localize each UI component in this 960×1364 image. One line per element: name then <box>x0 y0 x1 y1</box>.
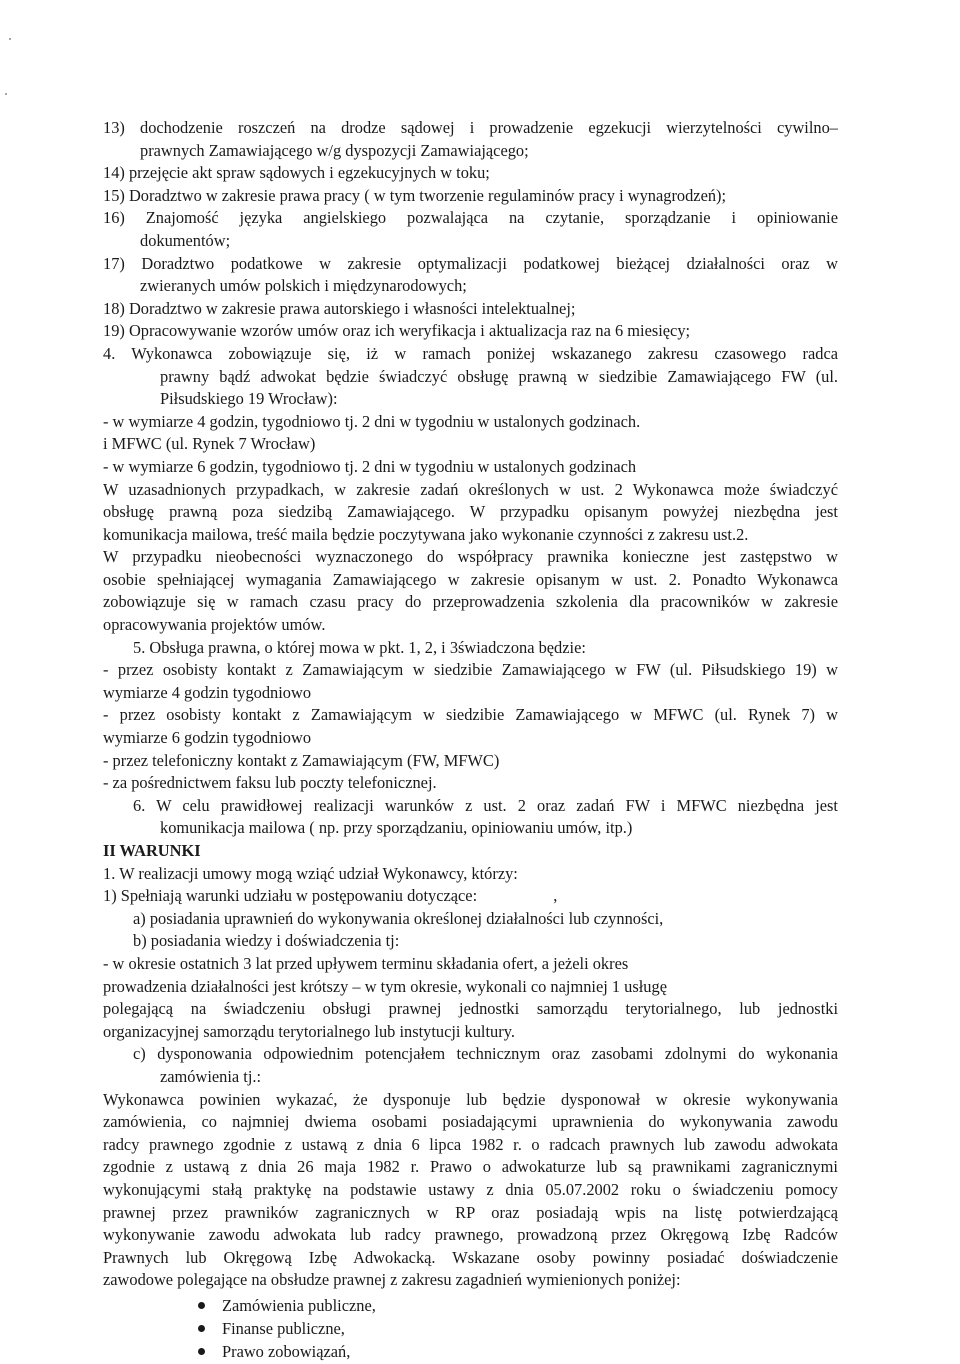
text-line: organizacyjnej samorządu terytorialnego lub instytucji kultury. <box>103 1021 515 1041</box>
text-line: opracowywania projektów umów. <box>103 615 326 635</box>
bullet-item <box>103 1318 838 1341</box>
text-line: komunikacja mailowa, treść maila będzie poczytywana jako wykonanie czynności z zakresu ust.2. <box>103 524 749 544</box>
text-line: - za pośrednictwem faksu lub poczty telefonicznej. <box>103 773 437 793</box>
text-line: zgodnie z ustawą z dnia 26 maja 1982 r. Prawo o adwokaturze lub są prawnikami zagranicznymi <box>103 1157 838 1177</box>
text-line: zobowiązuje się w ramach czasu pracy do przeprowadzenia szkolenia dla pracowników w zakresie <box>103 592 838 612</box>
text-line: zawodowe polegające na obsłudze prawnej z zakresu zagadnień wymienionych poniżej: <box>103 1270 681 1290</box>
bullet-item <box>103 1295 838 1318</box>
text-segment: 1) Spełniają warunki udziału w postępowaniu dotyczące: <box>103 886 478 906</box>
text-line: prawny bądź adwokat będzie świadczyć obsługę prawną w siedzibie Zamawiającego FW (ul. <box>160 366 838 386</box>
text-line: 17) Doradztwo podatkowe w zakresie optymalizacji podatkowej bieżącej działalności oraz w <box>103 253 838 273</box>
text-line: polegającą na świadczeniu obsługi prawnej jednostki samorządu terytorialnego, lub jednostki <box>103 999 838 1019</box>
text-line: - przez osobisty kontakt z Zamawiającym w siedzibie Zamawiającego w MFWC (ul. Rynek 7) w <box>103 705 838 725</box>
bullet-icon <box>198 1348 205 1355</box>
text-line <box>103 885 838 908</box>
text-line: - przez telefoniczny kontakt z Zamawiającym (FW, MFWC) <box>103 750 500 770</box>
text-line: c) dysponowania odpowiednim potencjałem technicznym oraz zasobami zdolnymi do wykonania <box>133 1044 838 1064</box>
section-heading: II WARUNKI <box>103 841 201 860</box>
text-line: - w wymiarze 4 godzin, tygodniowo tj. 2 dni w tygodniu w ustalonych godzinach. <box>103 411 641 431</box>
text-line: 1. W realizacji umowy mogą wziąć udział Wykonawcy, którzy: <box>103 863 518 883</box>
text-line: 18) Doradztwo w zakresie prawa autorskiego i własności intelektualnej; <box>103 298 576 318</box>
text-line: wymiarze 6 godzin tygodniowo <box>103 728 312 748</box>
text-line: zamówienia tj.: <box>160 1066 262 1086</box>
text-line: - w okresie ostatnich 3 lat przed upływem terminu składania ofert, a jeżeli okres <box>103 953 629 973</box>
text-line: W przypadku nieobecności wyznaczonego do współpracy prawnika konieczne jest zastępstwo w <box>103 547 838 567</box>
text-line: dokumentów; <box>140 230 231 250</box>
text-line: zwieranych umów polskich i międzynarodowych; <box>140 276 467 296</box>
bullet-icon <box>198 1325 205 1332</box>
text-line: radcy prawnego zgodnie z ustawą z dnia 6 lipca 1982 r. o radcach prawnych lub zawodu adwokata <box>103 1134 838 1154</box>
text-line: wykonywanie zawodu adwokata lub radcy prawnego, prowadzoną przez Okręgową Izbę Radców <box>103 1225 838 1245</box>
text-line: zamówienia, co najmniej dwiema osobami posiadającymi uprawnienia do wykonywania zawodu <box>103 1112 838 1132</box>
bullet-icon <box>198 1302 205 1309</box>
bullet-text: Finanse publiczne, <box>222 1318 345 1338</box>
stray-mark: , <box>553 886 558 906</box>
text-line: osobie spełniającej wymagania Zamawiającego w zakresie opisanym w ust. 2. Ponadto Wykonawca <box>103 569 838 589</box>
text-line: 5. Obsługa prawna, o której mowa w pkt. 1, 2, i 3świadczona będzie: <box>133 637 586 657</box>
text-line: i MFWC (ul. Rynek 7 Wrocław) <box>103 434 316 454</box>
text-line: a) posiadania uprawnień do wykonywania określonej działalności lub czynności, <box>133 908 664 928</box>
bullet-text: Prawo zobowiązań, <box>222 1341 351 1361</box>
bullet-item <box>103 1341 838 1364</box>
text-line: 4. Wykonawca zobowiązuje się, iż w ramach poniżej wskazanego zakresu czasowego radca <box>103 343 838 363</box>
text-line: komunikacja mailowa ( np. przy sporządzaniu, opiniowaniu umów, itp.) <box>160 818 633 838</box>
scan-speck <box>5 93 7 95</box>
text-line: 13) dochodzenie roszczeń na drodze sądowej i prowadzenie egzekucji wierzytelności cywilno– <box>103 118 838 137</box>
bullet-text: Zamówienia publiczne, <box>222 1295 376 1315</box>
text-line: obsługę prawną poza siedzibą Zamawiającego. W przypadku opisanym powyżej niezbędna jest <box>103 502 838 522</box>
text-line: Prawnych lub Okręgową Izbę Adwokacką. Wskazane osoby powinny posiadać doświadczenie <box>103 1247 838 1267</box>
text-line: wymiarze 4 godzin tygodniowo <box>103 682 312 702</box>
text-line: prawnej przez prawników zagranicznych w RP oraz posiadają wpis na listę potwierdzającą <box>103 1202 838 1222</box>
text-line: prawnych Zamawiającego w/g dyspozycji Zamawiającego; <box>140 140 529 160</box>
text-line: 14) przejęcie akt spraw sądowych i egzekucyjnych w toku; <box>103 163 490 183</box>
text-line: Wykonawca powinien wykazać, że dysponuje lub będzie dysponował w okresie wykonywania <box>103 1089 838 1109</box>
text-line: prowadzenia działalności jest krótszy – w tym okresie, wykonali co najmniej 1 usługę <box>103 976 667 996</box>
text-line: W uzasadnionych przypadkach, w zakresie zadań określonych w ust. 2 Wykonawca może świadczyć <box>103 479 838 499</box>
text-line: 16) Znajomość języka angielskiego pozwalająca na czytanie, sporządzanie i opiniowanie <box>103 208 838 228</box>
text-line: - przez osobisty kontakt z Zamawiającym w siedzibie Zamawiającego w FW (ul. Piłsudskiego 19) w <box>103 660 838 680</box>
scan-speck <box>9 38 11 40</box>
text-line: 19) Opracowywanie wzorów umów oraz ich weryfikacja i aktualizacja raz na 6 miesięcy; <box>103 321 691 341</box>
text-line: 15) Doradztwo w zakresie prawa pracy ( w tym tworzenie regulaminów pracy i wynagrodzeń); <box>103 185 727 205</box>
document-page <box>103 117 838 1364</box>
text-line: b) posiadania wiedzy i doświadczenia tj: <box>133 931 400 951</box>
text-line: wykonującymi stałą praktykę na podstawie ustawy z dnia 05.07.2002 roku o świadczeniu pomocy <box>103 1179 838 1199</box>
text-line: 6. W celu prawidłowej realizacji warunków z ust. 2 oraz zadań FW i MFWC niezbędna jest <box>133 795 838 815</box>
text-line: Piłsudskiego 19 Wrocław): <box>160 389 338 409</box>
text-line: - w wymiarze 6 godzin, tygodniowo tj. 2 dni w tygodniu w ustalonych godzinach <box>103 456 637 476</box>
